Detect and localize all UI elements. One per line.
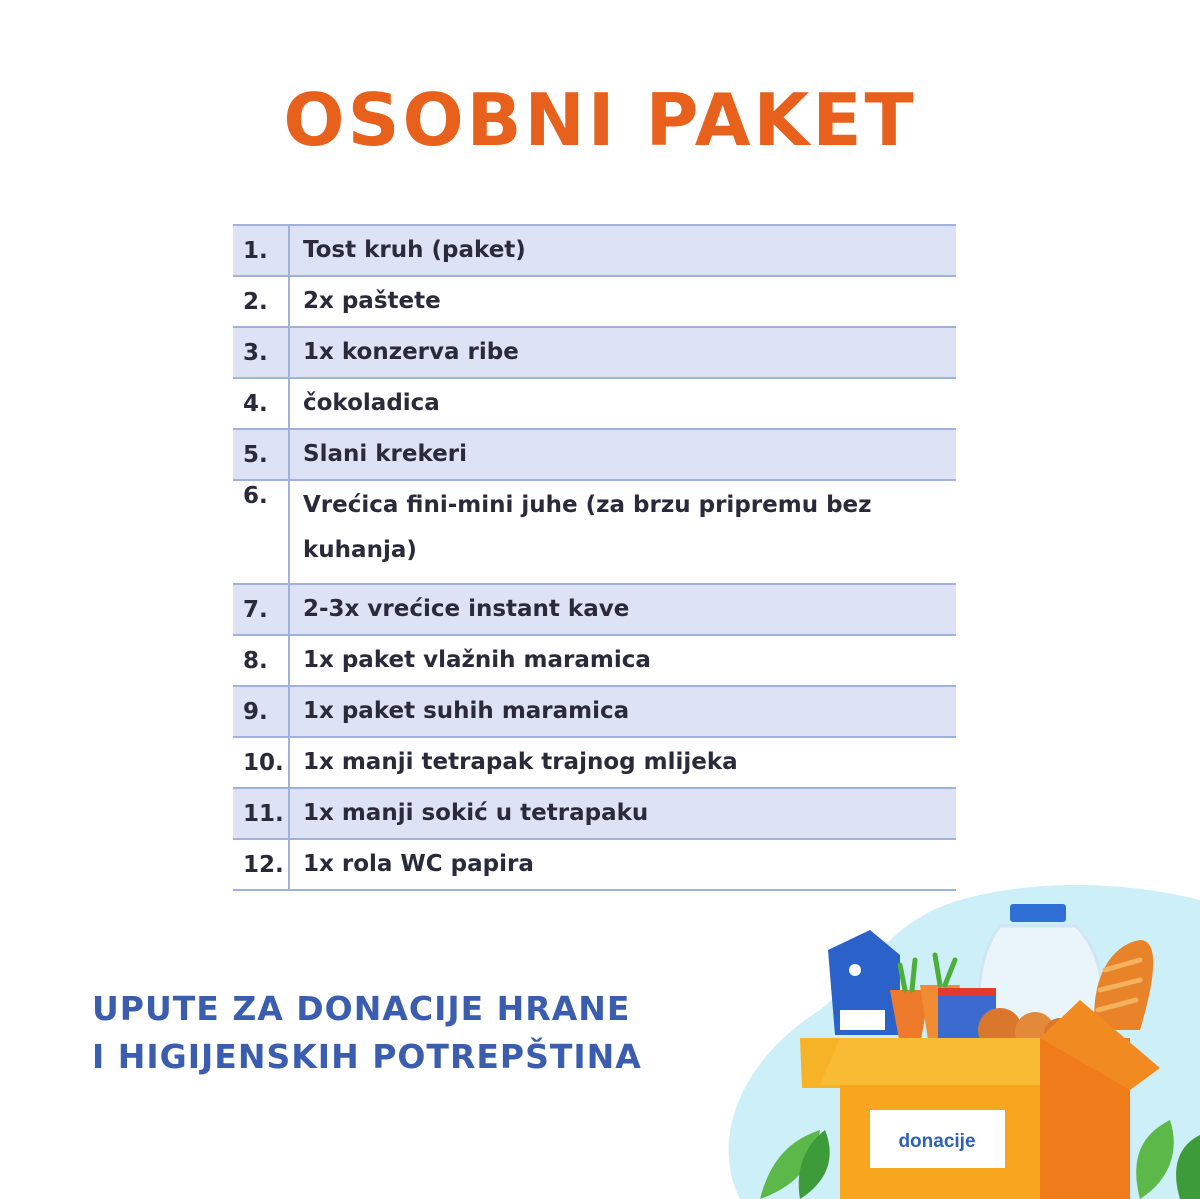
table-row — [233, 635, 956, 686]
items-table — [233, 224, 956, 891]
item-text: Slani krekeri — [289, 429, 956, 480]
table-row — [233, 584, 956, 635]
table-row — [233, 480, 956, 584]
item-number: 5. — [233, 429, 289, 480]
instructions-heading-line-1: UPUTE ZA DONACIJE HRANE — [92, 989, 631, 1028]
item-text: 1x paket vlažnih maramica — [289, 635, 956, 686]
item-number: 3. — [233, 327, 289, 378]
item-text: Vrećica fini-mini juhe (za brzu pripremu bez kuhanja) — [289, 480, 956, 584]
item-number: 10. — [233, 737, 289, 788]
table-row — [233, 378, 956, 429]
item-number: 11. — [233, 788, 289, 839]
table-row — [233, 429, 956, 480]
item-number: 2. — [233, 276, 289, 327]
item-number: 12. — [233, 839, 289, 890]
item-text: 1x manji tetrapak trajnog mlijeka — [289, 737, 956, 788]
item-text: 1x manji sokić u tetrapaku — [289, 788, 956, 839]
donation-box-illustration — [700, 860, 1200, 1199]
item-number: 9. — [233, 686, 289, 737]
item-number: 8. — [233, 635, 289, 686]
item-text: 2x paštete — [289, 276, 956, 327]
table-row — [233, 225, 956, 276]
item-text: 1x konzerva ribe — [289, 327, 956, 378]
item-text: 2-3x vrećice instant kave — [289, 584, 956, 635]
instructions-heading — [92, 985, 642, 1081]
item-number: 1. — [233, 225, 289, 276]
item-number: 7. — [233, 584, 289, 635]
instructions-heading-line-2: I HIGIJENSKIH POTREPŠTINA — [92, 1037, 642, 1076]
item-text: 1x rola WC papira — [289, 839, 956, 890]
table-row — [233, 737, 956, 788]
table-row — [233, 686, 956, 737]
box-label: donacije — [898, 1131, 976, 1152]
item-text: čokoladica — [289, 378, 956, 429]
table-row — [233, 788, 956, 839]
table-row — [233, 276, 956, 327]
item-number: 6. — [233, 480, 289, 584]
item-number: 4. — [233, 378, 289, 429]
table-row — [233, 327, 956, 378]
item-text: 1x paket suhih maramica — [289, 686, 956, 737]
item-text: Tost kruh (paket) — [289, 225, 956, 276]
page-title: OSOBNI PAKET — [283, 78, 917, 162]
